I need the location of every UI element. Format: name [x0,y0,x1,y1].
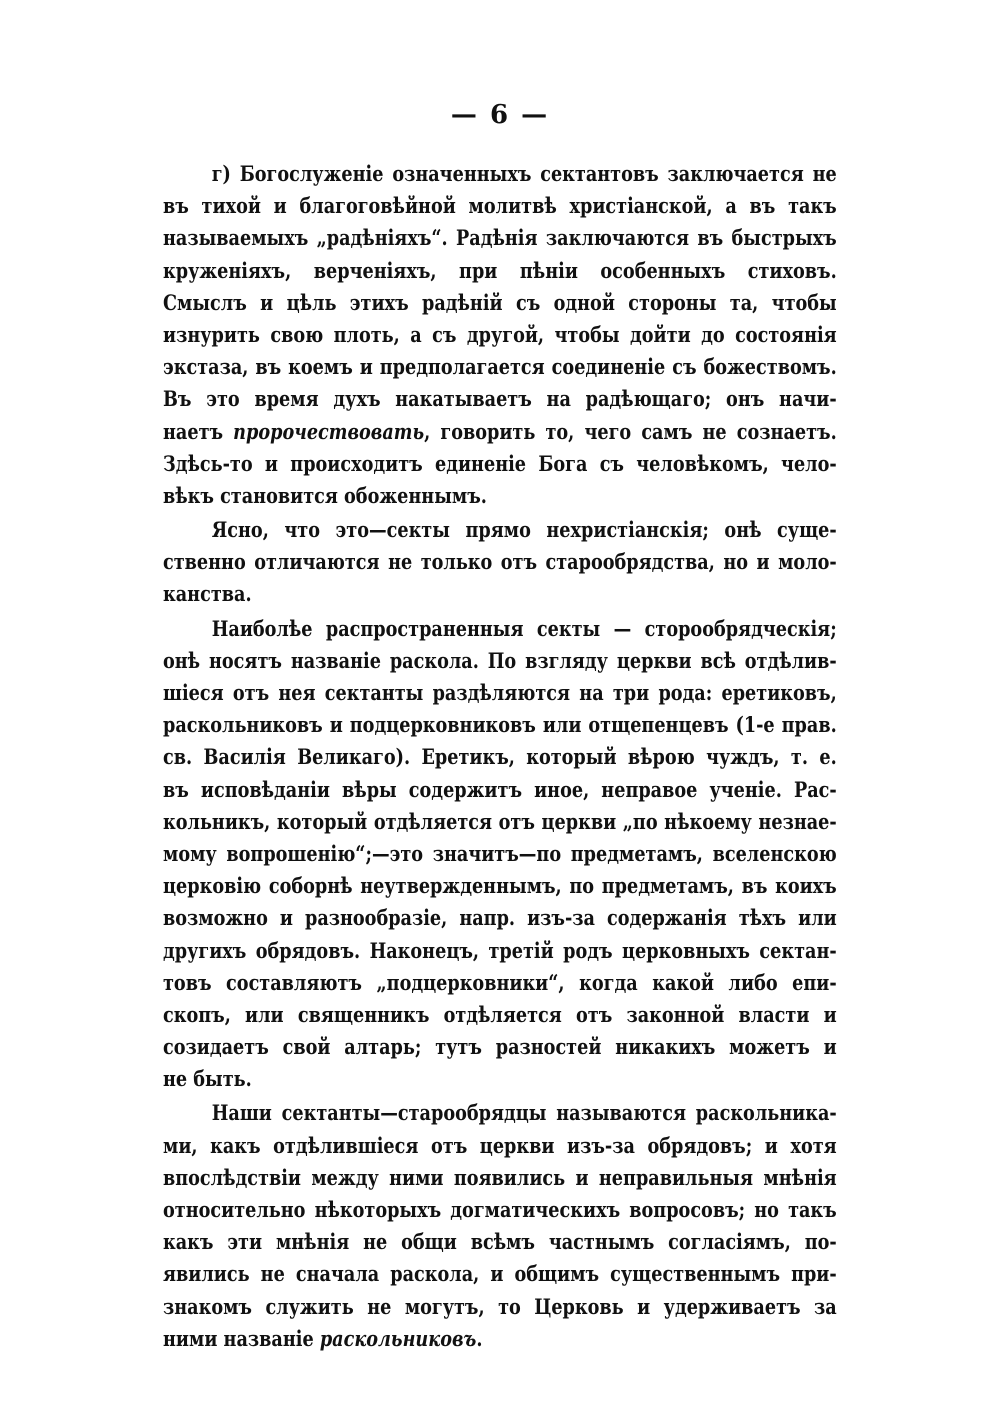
text-run: . [476,1325,483,1351]
text-line: впослѣдствіи между ними появились и неправильныя мнѣнія [163,1164,837,1190]
text-run: ними названіе [163,1325,320,1351]
body-text [163,158,837,1355]
text-line: въ тихой и благоговѣйной молитвѣ христіанской, а въ такъ [163,193,837,219]
italic-term: раскольниковъ [319,1325,477,1351]
text-line: возможно и разнообразіе, напр. изъ-за содержанія тѣхъ или [163,905,837,931]
text-line: св. Василія Великаго). Еретикъ, который вѣрою чуждъ, т. е. [163,744,837,770]
text-line: Смыслъ и цѣль этихъ радѣній съ одной стороны та, чтобы [163,289,837,315]
text-line [163,416,837,448]
text-line: не быть. [163,1066,252,1092]
text-run: наетъ [163,418,234,444]
paragraph-2 [163,514,837,611]
text-line: кольникъ, который отдѣляется отъ церкви „по нѣкоему незнае- [163,808,837,834]
text-line [163,1323,837,1355]
text-line: экстаза, въ коемъ и предполагается соединеніе съ божествомъ. [163,354,837,380]
page-number: — 6 — [450,100,550,130]
paragraph-1 [163,158,837,512]
text-line: другихъ обрядовъ. Наконецъ, третій родъ церковныхъ сектан- [163,937,837,963]
text-line: какъ эти мнѣнія не общи всѣмъ частнымъ согласіямъ, по- [163,1229,837,1255]
italic-term: пророчествовать [233,418,425,444]
text-line: шіеся отъ нея сектанты раздѣляются на три рода: еретиковъ, [163,680,837,705]
text-line: онѣ носятъ названіе раскола. По взгляду церкви всѣ отдѣлив- [163,647,837,673]
text-line: ми, какъ отдѣлившіеся отъ церкви изъ-за обрядовъ; и хотя [163,1132,837,1158]
text-line: канства. [163,581,252,607]
text-line: въ исповѣданіи вѣры содержитъ иное, неправое ученіе. Рас- [163,776,837,802]
text-line: называемыхъ „радѣніяхъ“. Радѣнія заключаются въ быстрыхъ [163,225,837,251]
text-line: Ясно, что это—секты прямо нехристіанскія; онѣ суще- [211,517,837,543]
text-line: Въ это время духъ накатываетъ на радѣющаго; онъ начи- [163,386,837,412]
text-line: Наши сектанты—старообрядцы называются раскольника- [211,1100,837,1126]
text-line: круженіяхъ, верченіяхъ, при пѣніи особенныхъ стиховъ. [163,257,837,283]
text-line: вѣкъ становится обоженнымъ. [163,482,487,508]
text-line: изнурить свою плоть, а съ другой, чтобы дойти до состоянія [163,321,837,347]
text-line: знакомъ служить не могутъ, то Церковь и удерживаетъ за [163,1293,837,1319]
text-line: Здѣсь-то и происходитъ единеніе Бога съ человѣкомъ, чело- [163,450,837,476]
text-line: товъ составляютъ „подцерковники“, когда какой либо епи- [163,969,837,995]
text-line: мому вопрошенію“;—это значитъ—по предметамъ, вселенскою [163,840,837,866]
text-line: церковію соборнѣ неутвержденнымъ, по предметамъ, въ коихъ [163,873,837,899]
text-line: явились не сначала раскола, и общимъ существеннымъ при- [163,1261,837,1287]
text-line: созидаетъ свой алтарь; тутъ разностей никакихъ можетъ и [163,1034,837,1060]
paragraph-4 [163,1097,837,1355]
text-line: скопъ, или священникъ отдѣляется отъ законной власти и [163,1001,837,1027]
text-line: ственно отличаются не только отъ старообрядства, но и моло- [163,549,837,575]
text-line: относительно нѣкоторыхъ догматическихъ вопросовъ; но такъ [163,1197,837,1222]
paragraph-3 [163,613,837,1096]
text-line: раскольниковъ и подцерковниковъ или отщепенцевъ (1-е прав. [163,712,837,738]
text-run: , говорить то, чего самъ не сознаетъ. [424,418,837,444]
text-line: г) Богослуженіе означенныхъ сектантовъ заключается не [211,161,837,186]
text-line: Наиболѣе распространенныя секты — сторообрядческія; [211,615,837,641]
